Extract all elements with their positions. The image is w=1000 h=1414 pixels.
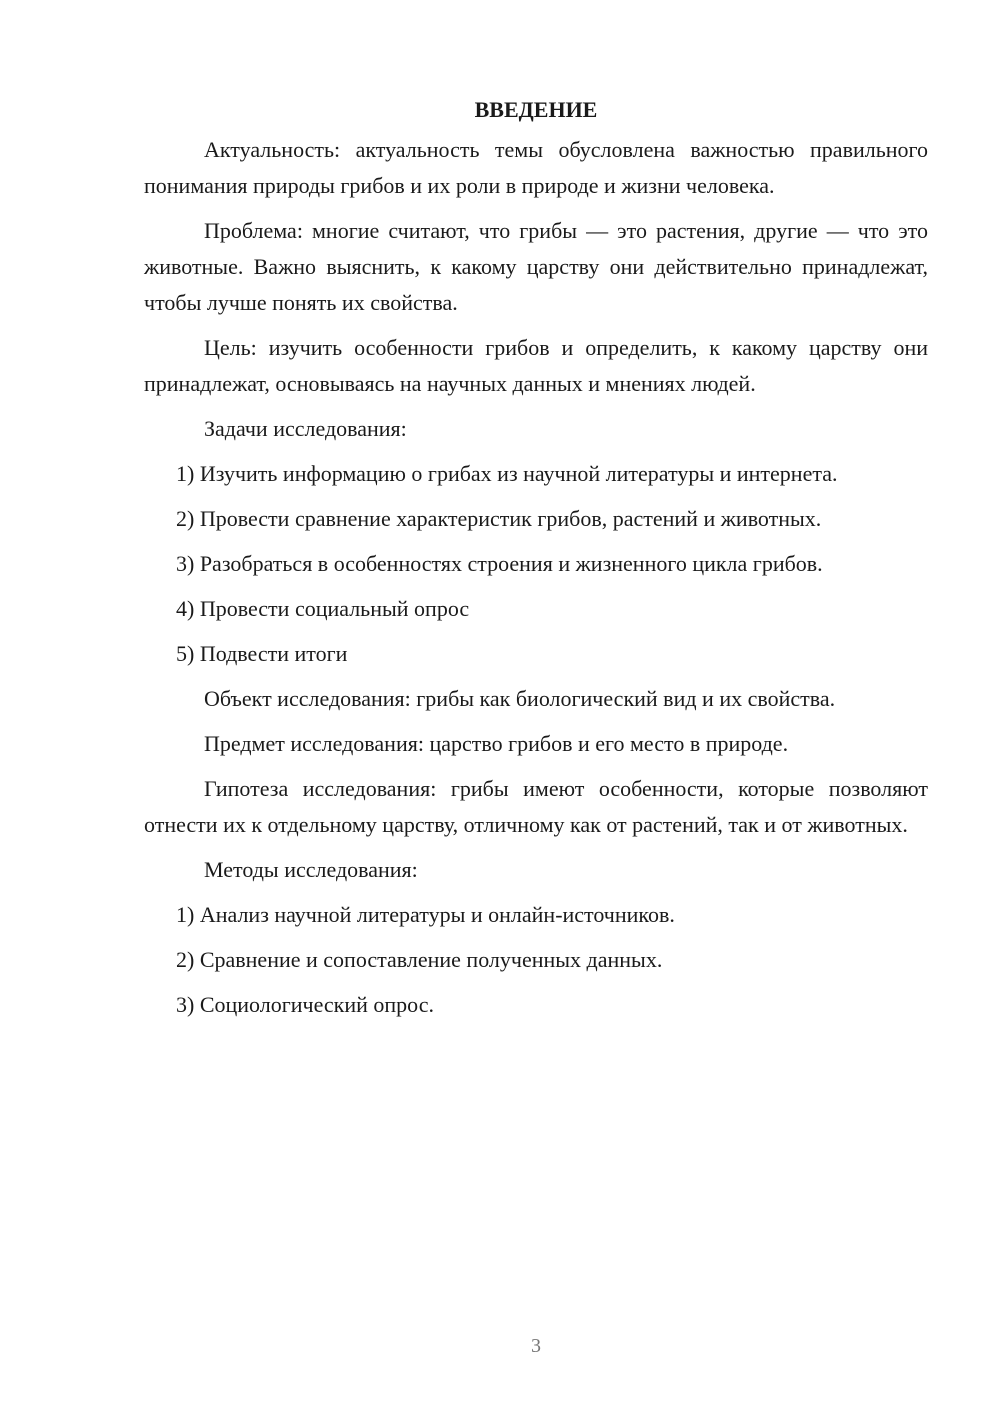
task-item: 4) Провести социальный опрос	[176, 596, 470, 621]
task-item: 3) Разобраться в особенностях строения и жизненного цикла грибов.	[176, 551, 823, 576]
task-item: 5) Подвести итоги	[176, 641, 348, 666]
task-item: 1) Изучить информацию о грибах из научной литературы и интернета.	[176, 461, 838, 486]
methods-heading: Методы исследования:	[204, 857, 418, 882]
page-content	[144, 92, 928, 1032]
object-paragraph: Объект исследования: грибы как биологический вид и их свойства.	[204, 686, 836, 711]
goal-paragraph: Цель: изучить особенности грибов и определить, к какому царству они принадлежат, основываясь на научных данных и мнениях людей.	[144, 335, 928, 396]
problem-paragraph: Проблема: многие считают, что грибы — это растения, другие — что это животные. Важно выяснить, к какому царству они действительно принадлежат, чтобы лучше понять их свойства.	[144, 218, 928, 315]
section-title: ВВЕДЕНИЕ	[474, 97, 598, 122]
tasks-heading: Задачи исследования:	[204, 416, 407, 441]
page-number: 3	[531, 1335, 541, 1357]
relevance-paragraph: Актуальность: актуальность темы обусловлена важностью правильного понимания природы грибов и их роли в природе и жизни человека.	[144, 137, 928, 198]
method-item: 1) Анализ научной литературы и онлайн-источников.	[176, 902, 675, 927]
subject-paragraph: Предмет исследования: царство грибов и его место в природе.	[204, 731, 789, 756]
method-item: 3) Социологический опрос.	[176, 992, 434, 1017]
method-item: 2) Сравнение и сопоставление полученных данных.	[176, 947, 663, 972]
methods-list	[144, 897, 928, 1023]
hypothesis-paragraph: Гипотеза исследования: грибы имеют особенности, которые позволяют отнести их к отдельному царству, отличному как от растений, так и от животных.	[144, 776, 928, 837]
tasks-list	[144, 456, 928, 672]
task-item: 2) Провести сравнение характеристик грибов, растений и животных.	[176, 506, 822, 531]
